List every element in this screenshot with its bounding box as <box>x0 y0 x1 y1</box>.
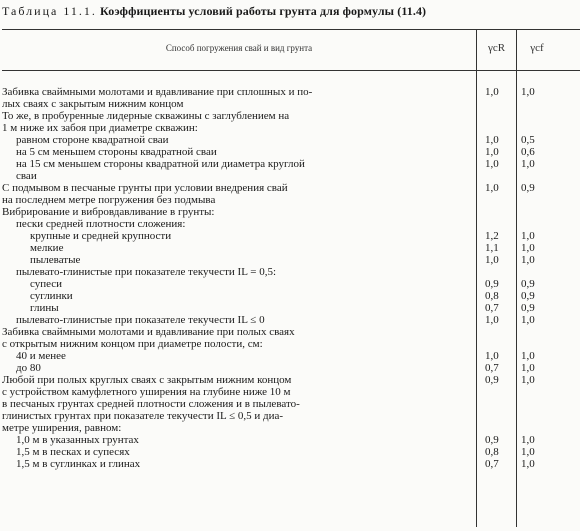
row-description: супеси <box>30 278 63 290</box>
table-row <box>2 302 580 314</box>
row-description: 1,5 м в песках и супесях <box>16 446 130 458</box>
table-number: Таблица 11.1. <box>2 4 97 18</box>
gamma-cr-value: 0,9 <box>485 434 499 446</box>
table-row <box>2 230 580 242</box>
table-row <box>2 326 580 338</box>
gamma-cr-value: 1,1 <box>485 242 499 254</box>
table-row <box>2 398 580 410</box>
row-description: крупные и средней крупности <box>30 230 172 242</box>
row-description: мелкие <box>30 242 64 254</box>
table-row <box>2 134 580 146</box>
gamma-cf-value: 0,9 <box>521 290 535 302</box>
gamma-cf-value: 1,0 <box>521 86 535 98</box>
gamma-cf-value: 0,9 <box>521 182 535 194</box>
table-row <box>2 266 580 278</box>
gamma-cr-value: 1,0 <box>485 254 499 266</box>
table-row <box>2 422 580 434</box>
table-row <box>2 254 580 266</box>
gamma-cr-value: 1,0 <box>485 350 499 362</box>
row-description: Вибрирование и вибровдавливание в грунты: <box>2 206 215 218</box>
row-description: 40 и менее <box>16 350 66 362</box>
gamma-cf-value: 1,0 <box>521 446 535 458</box>
table-row <box>2 434 580 446</box>
row-description: метре уширения, равном: <box>2 422 122 434</box>
gamma-cf-value: 1,0 <box>521 350 535 362</box>
gamma-cf-value: 1,0 <box>521 254 535 266</box>
row-description: 1,5 м в суглинках и глинах <box>16 458 141 470</box>
row-description: То же, в пробуренные лидерные скважины с заглублением на <box>2 110 290 122</box>
row-description: Любой при полых круглых сваях с закрытым нижним концом <box>2 374 292 386</box>
gamma-cr-value: 0,7 <box>485 458 499 470</box>
header-bottom-rule <box>2 70 580 71</box>
row-description: пылевато-глинистые при показателе текучести IL = 0,5: <box>16 266 277 278</box>
gamma-cr-value: 0,8 <box>485 290 499 302</box>
table-caption: Коэффициенты условий работы грунта для формулы (11.4) <box>100 4 427 18</box>
row-description: с открытым нижним концом при диаметре полости, см: <box>2 338 263 350</box>
gamma-cf-value: 1,0 <box>521 158 535 170</box>
table-row <box>2 350 580 362</box>
row-description: на последнем метре погружения без подмыва <box>2 194 216 206</box>
gamma-cr-value: 1,0 <box>485 86 499 98</box>
table-row <box>2 158 580 170</box>
row-description: равном стороне квадратной сваи <box>16 134 169 146</box>
coefficients-table <box>2 28 580 531</box>
header-gamma-cf: γcf <box>530 42 544 54</box>
table-row <box>2 110 580 122</box>
row-description: в песчаных грунтах средней плотности сложения и в пылевато- <box>2 398 300 410</box>
table-row <box>2 458 580 470</box>
gamma-cf-value: 0,5 <box>521 134 535 146</box>
gamma-cr-value: 1,2 <box>485 230 499 242</box>
header-gamma-cr: γcR <box>487 42 506 54</box>
gamma-cf-value: 0,9 <box>521 302 535 314</box>
gamma-cf-value: 1,0 <box>521 242 535 254</box>
table-row <box>2 146 580 158</box>
row-description: лых сваях с закрытым нижним концом <box>2 98 184 110</box>
table-row <box>2 314 580 326</box>
gamma-cf-value: 0,6 <box>521 146 535 158</box>
row-description: суглинки <box>30 290 73 302</box>
gamma-cf-value: 1,0 <box>521 314 535 326</box>
gamma-cf-value: 1,0 <box>521 362 535 374</box>
row-description: до 80 <box>16 362 41 374</box>
gamma-cr-value: 0,8 <box>485 446 499 458</box>
row-description: на 5 см меньшем стороны квадратной сваи <box>16 146 217 158</box>
gamma-cf-value: 1,0 <box>521 374 535 386</box>
table-row <box>2 218 580 230</box>
gamma-cr-value: 0,9 <box>485 374 499 386</box>
table-row <box>2 242 580 254</box>
table-row <box>2 446 580 458</box>
gamma-cr-value: 1,0 <box>485 182 499 194</box>
gamma-cr-value: 1,0 <box>485 158 499 170</box>
gamma-cr-value: 0,7 <box>485 302 499 314</box>
gamma-cf-value: 1,0 <box>521 230 535 242</box>
gamma-cf-value: 1,0 <box>521 458 535 470</box>
table-row <box>2 194 580 206</box>
gamma-cr-value: 1,0 <box>485 134 499 146</box>
table-row <box>2 410 580 422</box>
table-row <box>2 182 580 194</box>
row-description: С подмывом в песчаные грунты при условии внедрения свай <box>2 182 288 194</box>
table-row <box>2 374 580 386</box>
gamma-cf-value: 0,9 <box>521 278 535 290</box>
row-description: глинистых грунтах при показателе текучести IL ≤ 0,5 и диа- <box>2 410 284 422</box>
row-description: пылеватые <box>30 254 81 266</box>
table-title <box>2 4 578 19</box>
table-top-rule <box>2 29 580 30</box>
row-description: Забивка сваймными молотами и вдавливание при сплошных и по- <box>2 86 313 98</box>
row-description: пылевато-глинистые при показателе текучести IL ≤ 0 <box>16 314 265 326</box>
table-row <box>2 362 580 374</box>
table-row <box>2 122 580 134</box>
table-row <box>2 98 580 110</box>
table-row <box>2 278 580 290</box>
row-description: пески средней плотности сложения: <box>16 218 186 230</box>
table-row <box>2 386 580 398</box>
table-row <box>2 86 580 98</box>
row-description: 1,0 м в указанных грунтах <box>16 434 139 446</box>
header-method: Способ погружения свай и вид грунта <box>165 43 313 53</box>
row-description: на 15 см меньшем стороны квадратной или диаметра круглой <box>16 158 305 170</box>
gamma-cr-value: 0,9 <box>485 278 499 290</box>
row-description: 1 м ниже их забоя при диаметре скважин: <box>2 122 198 134</box>
row-description: сваи <box>16 170 37 182</box>
gamma-cr-value: 1,0 <box>485 146 499 158</box>
row-description: с устройством камуфлетного уширения на глубине ниже 10 м <box>2 386 291 398</box>
gamma-cr-value: 0,7 <box>485 362 499 374</box>
gamma-cf-value: 1,0 <box>521 434 535 446</box>
table-row <box>2 338 580 350</box>
table-row <box>2 206 580 218</box>
row-description: глины <box>30 302 59 314</box>
row-description: Забивка сваймными молотами и вдавливание при полых сваях <box>2 326 295 338</box>
table-row <box>2 170 580 182</box>
gamma-cr-value: 1,0 <box>485 314 499 326</box>
table-row <box>2 290 580 302</box>
